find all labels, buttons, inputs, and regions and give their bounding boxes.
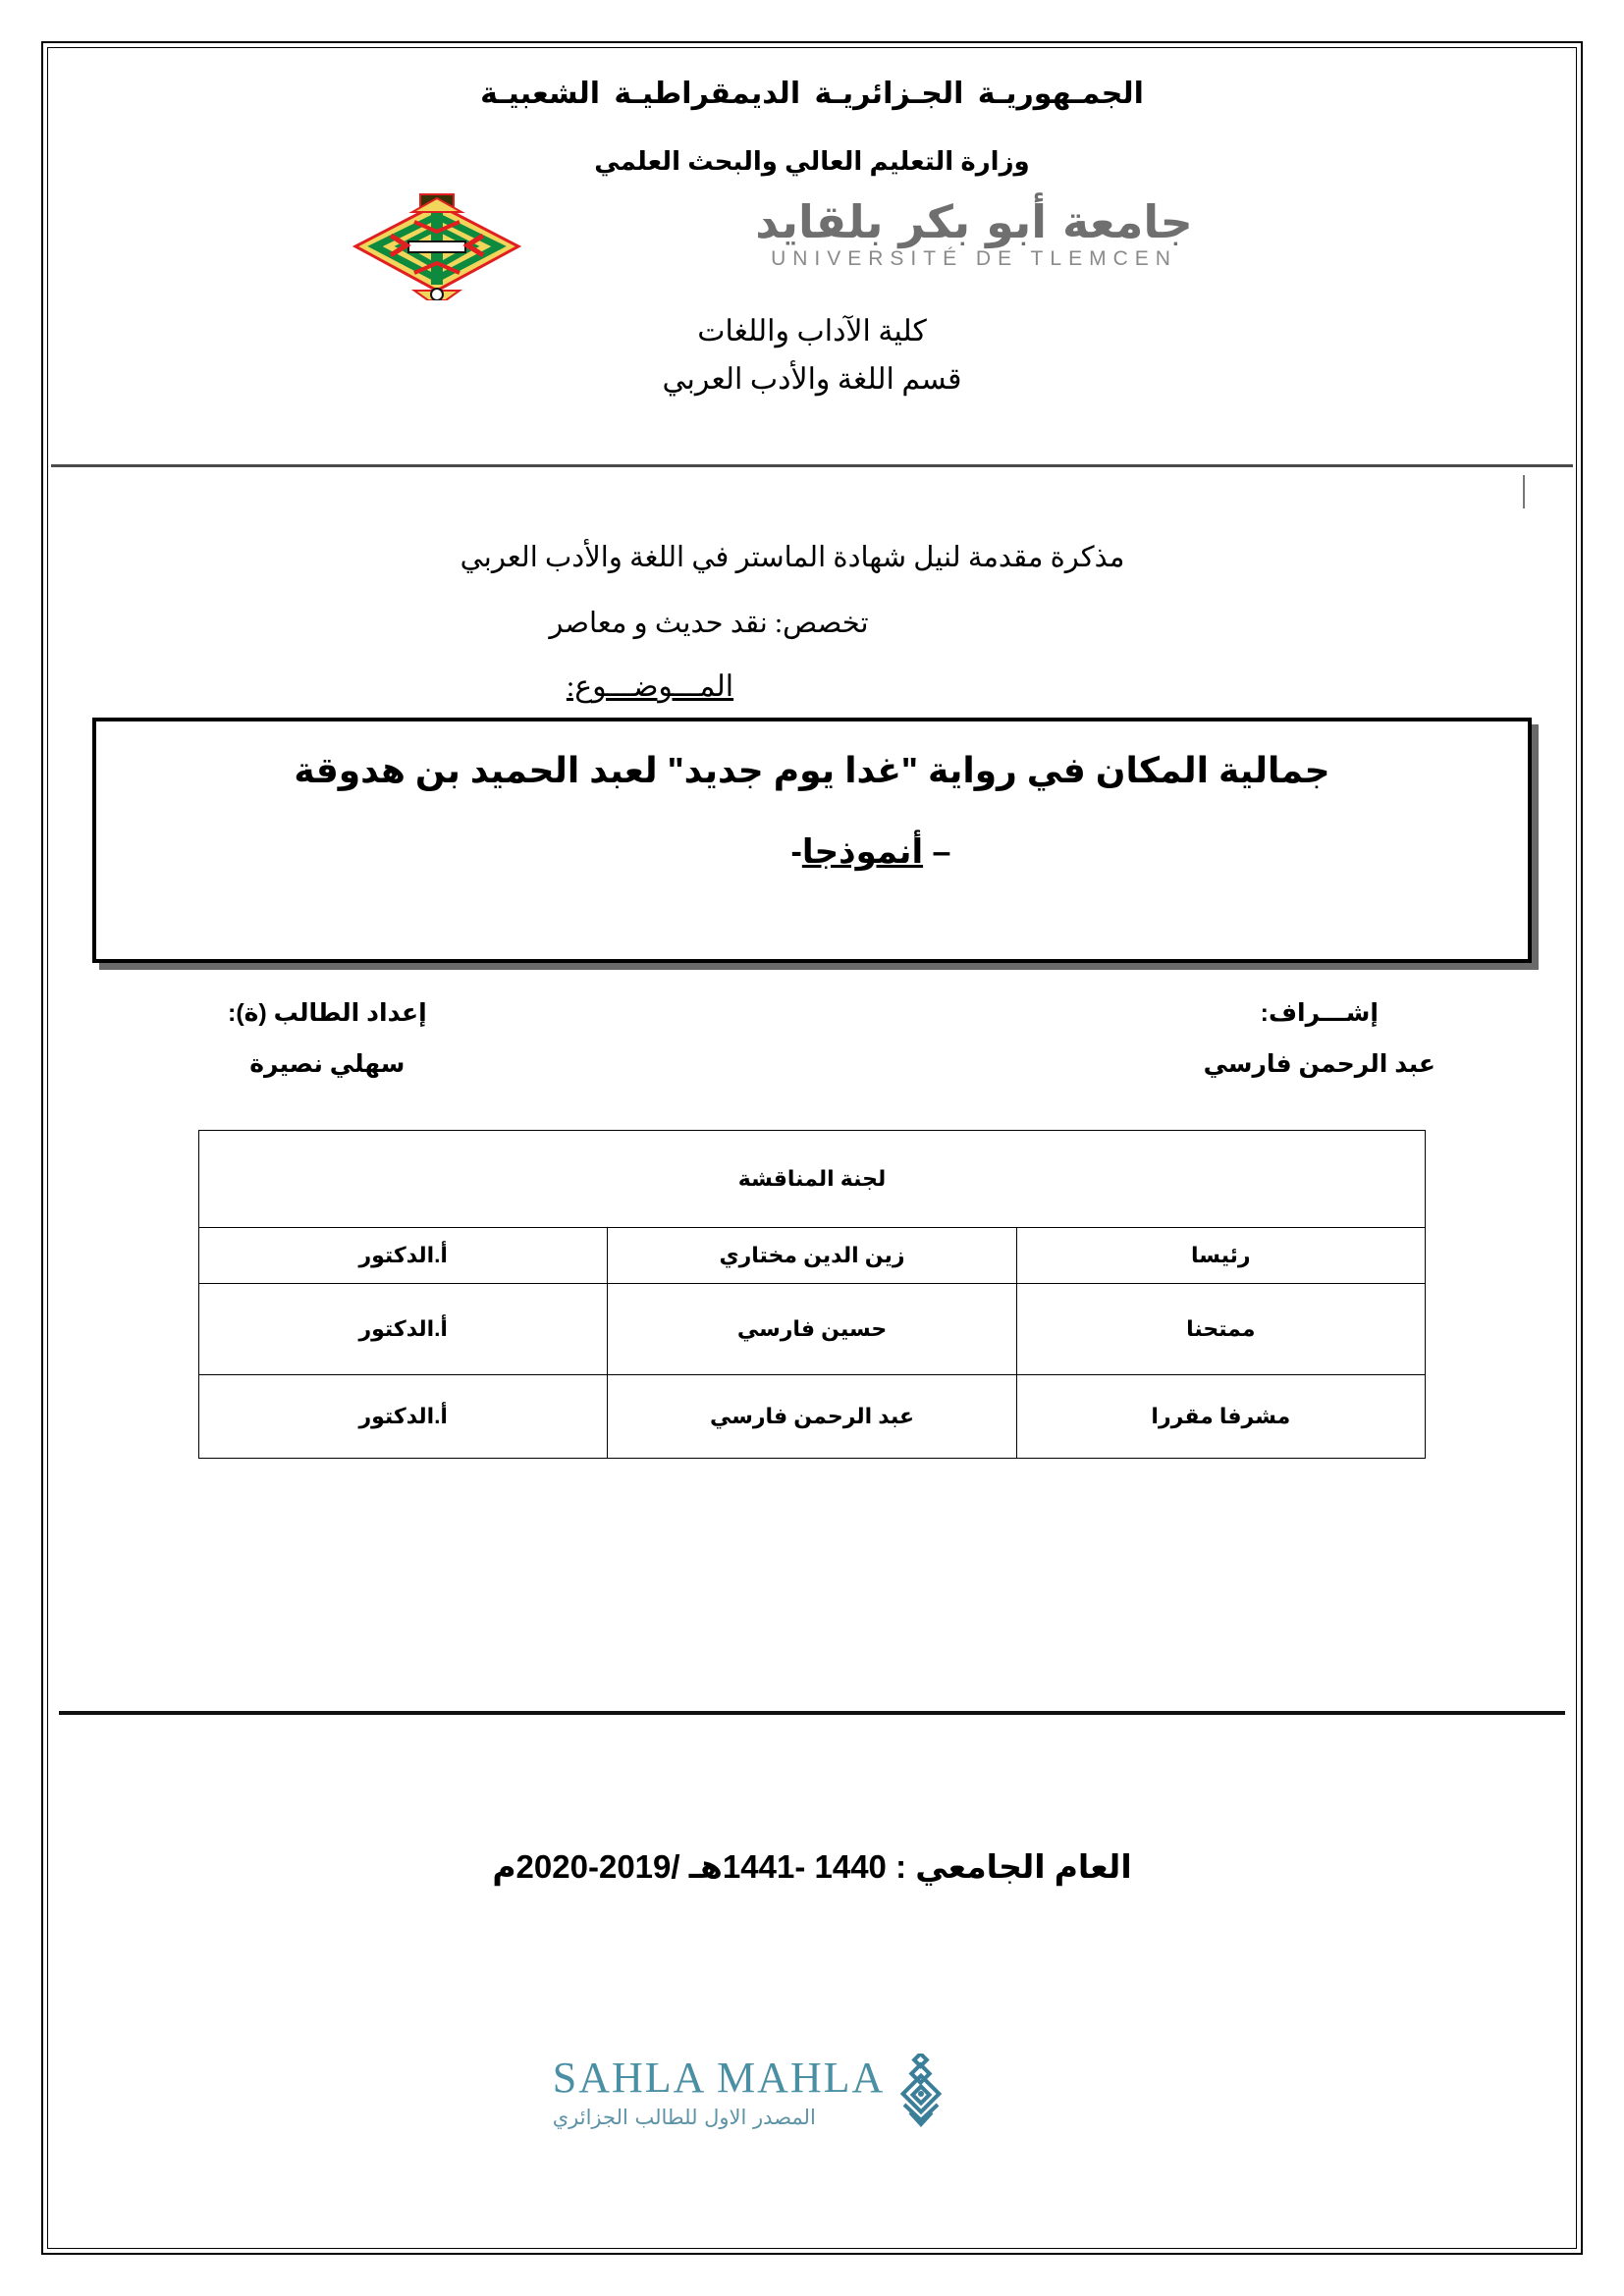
thesis-title-box xyxy=(92,718,1532,963)
header-divider xyxy=(51,464,1573,467)
watermark-brand: SAHLA MAHLA xyxy=(552,2054,886,2102)
jury-role-2: ممتحنا xyxy=(1016,1284,1425,1375)
subtitle-word: أنموذجا xyxy=(801,832,924,871)
supervisor-label: إشـــراف: xyxy=(1260,999,1379,1027)
subtitle-dash-left: - xyxy=(790,832,802,871)
jury-title-1: أ.الدكتور xyxy=(199,1228,608,1284)
academic-year: العام الجامعي : 1440 -1441هـ /2019-2020م xyxy=(492,1848,1132,1885)
sahla-mahla-logo-icon xyxy=(894,2054,953,2132)
watermark-tagline: المصدر الاول للطالب الجزائري xyxy=(552,2106,816,2129)
thesis-title: جمالية المكان في رواية "غدا يوم جديد" لعبد الحميد بن هدوقة xyxy=(294,750,1330,790)
student-block xyxy=(110,998,427,1079)
table-row xyxy=(199,1375,1426,1459)
jury-role-1: رئيسا xyxy=(1016,1228,1425,1284)
university-name-arabic: جامعة أبو بكر بلقايد xyxy=(755,195,1193,248)
jury-table-header: لجنة المناقشة xyxy=(199,1131,1426,1228)
document-body xyxy=(51,483,1573,1459)
table-row xyxy=(199,1228,1426,1284)
footer-divider xyxy=(59,1711,1565,1715)
republic-title: الجمـهوريـة الجـزائريـة الديمقراطيـة الشعبيـة xyxy=(480,78,1144,110)
university-name-french: UNIVERSITÉ DE TLEMCEN xyxy=(771,247,1177,271)
jury-table-wrapper xyxy=(198,1130,1426,1459)
sahla-mahla-watermark xyxy=(51,2054,1573,2132)
jury-table xyxy=(198,1130,1426,1459)
jury-title-2: أ.الدكتور xyxy=(199,1284,608,1375)
subtitle-dash-right: – xyxy=(932,832,951,871)
specialty-statement: تخصص: نقد حديث و معاصر xyxy=(549,608,869,639)
university-logo-icon xyxy=(344,192,530,300)
subject-label xyxy=(51,669,1573,704)
table-row xyxy=(199,1284,1426,1375)
document-header xyxy=(51,51,1573,397)
jury-name-1: زين الدين مختاري xyxy=(608,1228,1016,1284)
jury-role-3: مشرفا مقررا xyxy=(1016,1375,1425,1459)
jury-header-row xyxy=(199,1131,1426,1228)
university-wordmark xyxy=(547,195,1401,271)
thesis-subtitle xyxy=(126,832,1498,872)
supervisor-name: عبد الرحمن فارسي xyxy=(1203,1050,1435,1078)
faculty-name: كلية الآداب واللغات xyxy=(697,315,927,347)
jury-title-3: أ.الدكتور xyxy=(199,1375,608,1459)
degree-statement: مذكرة مقدمة لنيل شهادة الماستر في اللغة والأدب العربي xyxy=(460,542,1125,573)
university-banner xyxy=(51,192,1573,300)
student-label: إعداد الطالب (ة): xyxy=(228,999,427,1027)
subject-label-text: المـــوضـــوع: xyxy=(566,670,734,703)
department-name: قسم اللغة والأدب العربي xyxy=(662,363,962,396)
jury-name-3: عبد الرحمن فارسي xyxy=(608,1375,1016,1459)
jury-name-2: حسين فارسي xyxy=(608,1284,1016,1375)
student-name: سهلي نصيرة xyxy=(249,1050,406,1078)
page-content xyxy=(51,51,1573,2245)
supervisor-block xyxy=(1204,998,1514,1079)
people-row xyxy=(110,998,1514,1079)
ministry-title: وزارة التعليم العالي والبحث العلمي xyxy=(594,146,1030,176)
